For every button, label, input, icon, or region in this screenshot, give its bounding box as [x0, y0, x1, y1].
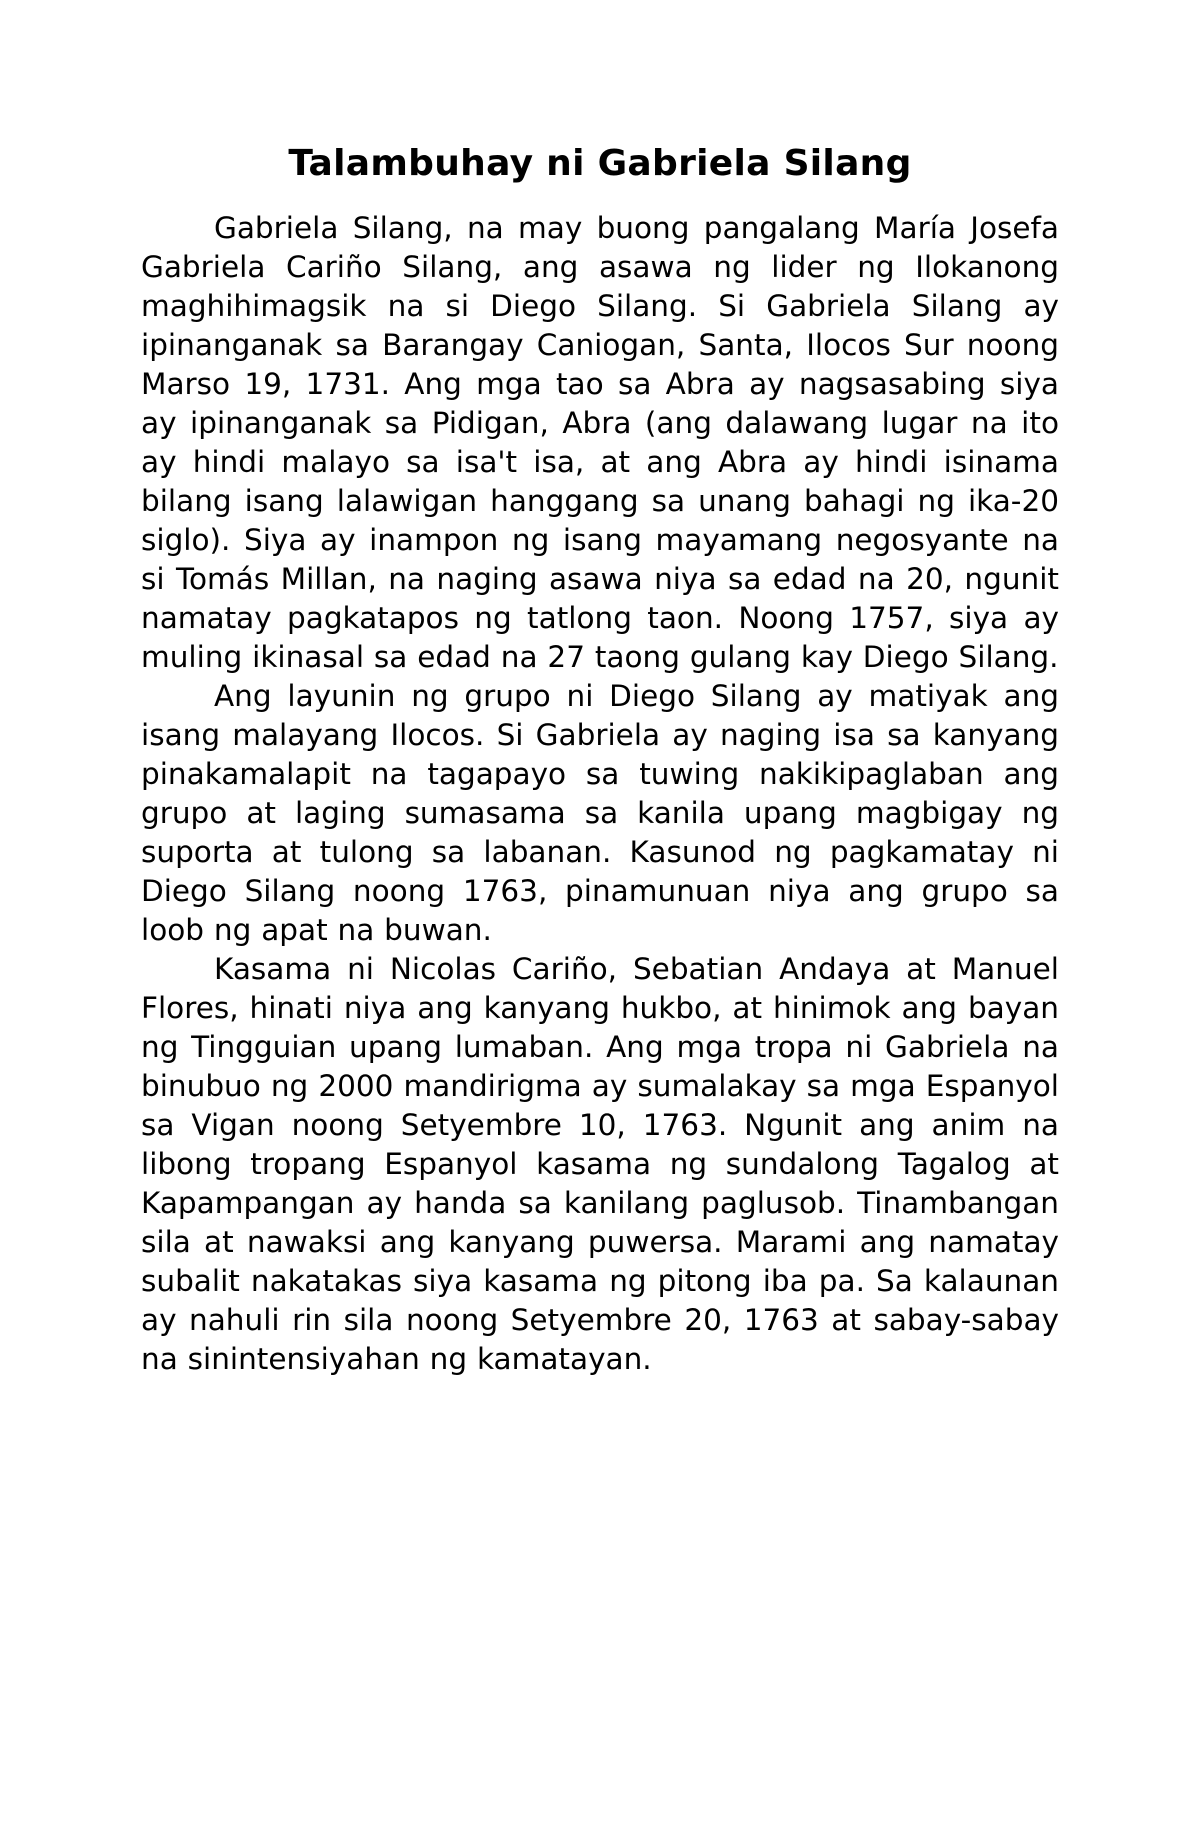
paragraph-3: Kasama ni Nicolas Cariño, Sebatian Andaya at Manuel Flores, hinati niya ang kanyang hukbo, at hinimok ang bayan ng Tingguian upang lumaban. Ang mga tropa ni Gabriela na binubuo ng 2000 mandirigma ay sumalakay sa mga Espanyol sa Vigan noong Setyembre 10, 1763. Ngunit ang anim na libong tropang Espanyol kasama ng sundalong Tagalog at Kapampangan ay handa sa kanilang paglusob. Tinambangan sila at nawaksi ang kanyang puwersa. Marami ang namatay subalit nakatakas siya kasama ng pitong iba pa. Sa kalaunan ay nahuli rin sila noong Setyembre 20, 1763 at sabay-sabay na sinintensiyahan ng kamatayan.: [141, 952, 1059, 1376]
document-body: [141, 209, 1059, 1379]
document-title: Talambuhay ni Gabriela Silang: [288, 143, 912, 184]
paragraph-1: Gabriela Silang, na may buong pangalang María Josefa Gabriela Cariño Silang, ang asawa ng lider ng Ilokanong maghihimagsik na si Diego Silang. Si Gabriela Silang ay ipinanganak sa Barangay Caniogan, Santa, Ilocos Sur noong Marso 19, 1731. Ang mga tao sa Abra ay nagsasabing siya ay ipinanganak sa Pidigan, Abra (ang dalawang lugar na ito ay hindi malayo sa isa't isa, at ang Abra ay hindi isinama bilang isang lalawigan hanggang sa unang bahagi ng ika-20 siglo). Siya ay inampon ng isang mayamang negosyante na si Tomás Millan, na naging asawa niya sa edad na 20, ngunit namatay pagkatapos ng tatlong taon. Noong 1757, siya ay muling ikinasal sa edad na 27 taong gulang kay Diego Silang.: [141, 211, 1059, 674]
paragraph-2: Ang layunin ng grupo ni Diego Silang ay matiyak ang isang malayang Ilocos. Si Gabriela ay naging isa sa kanyang pinakamalapit na tagapayo sa tuwing nakikipaglaban ang grupo at laging sumasama sa kanila upang magbigay ng suporta at tulong sa labanan. Kasunod ng pagkamatay ni Diego Silang noong 1763, pinamunuan niya ang grupo sa loob ng apat na buwan.: [141, 679, 1059, 947]
